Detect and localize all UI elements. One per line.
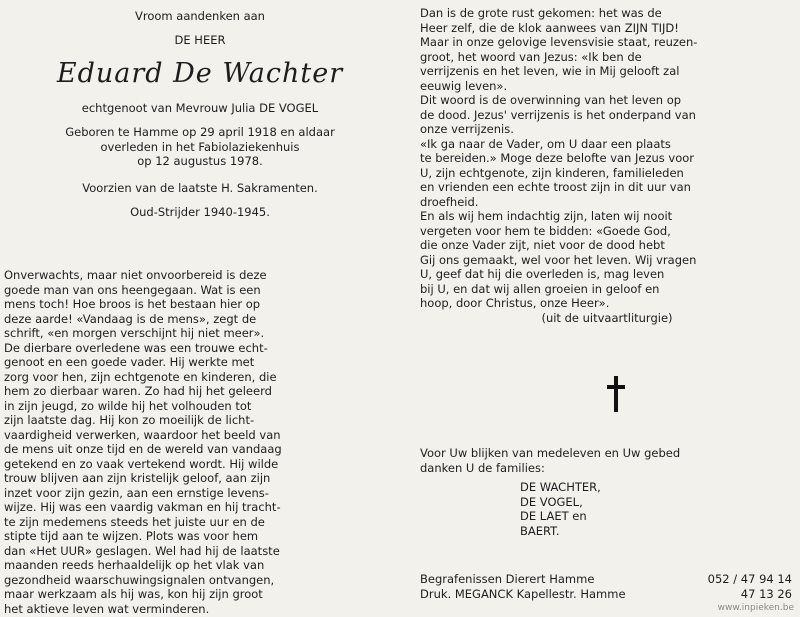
- text-line: U, zijn echtgenote, zijn kinderen, familieleden: [420, 165, 684, 180]
- text-line: en vrienden een echte troost zijn in dit uur van: [420, 180, 691, 194]
- text-line: die onze Vader zijt, niet voor de dood hebt: [420, 238, 665, 252]
- text-line: zorg voor hen, zijn echtgenote en kinderen, die: [4, 369, 277, 384]
- text-line: te bereiden.» Moge deze belofte van Jezus voor: [420, 151, 695, 165]
- left-column: [4, 6, 396, 219]
- sacraments-line: Voorzien van de laatste H. Sakramenten.: [82, 180, 318, 195]
- text-line: groot, het woord van Jezus: «Ik ben de: [420, 49, 642, 64]
- left-body-text: [4, 268, 392, 616]
- text-line: gezondheid waarschuwingsignalen ontvangen,: [4, 572, 275, 587]
- footer: [420, 572, 792, 602]
- text-line: U, geef dat hij die overleden is, mag leven: [420, 267, 665, 281]
- family-name: BAERT.: [520, 523, 560, 538]
- source-attribution: (uit de uitvaartliturgie): [541, 310, 673, 325]
- text-line: vaardigheid verwerken, waardoor het beeld van: [4, 427, 281, 442]
- text-line: het aktieve leven wat verminderen.: [4, 601, 210, 616]
- text-line: maanden reeds herhaaldelijk op het vlak van: [4, 558, 265, 572]
- text-line: Gij ons gemaakt, wel voor het leven. Wij vragen: [420, 252, 697, 267]
- text-line: getekend en zo vaak vertekend wordt. Hij wilde: [4, 456, 279, 471]
- family-name: DE LAET en: [520, 509, 587, 523]
- text-line: trouw blijven aan zijn kristelijk geloof, aan zijn: [4, 471, 271, 485]
- thanks-block: [420, 446, 794, 475]
- thanks-line: danken U de families:: [420, 460, 545, 475]
- text-line: Onverwachts, maar niet onvoorbereid is deze: [4, 268, 267, 282]
- text-line: schrift, «en morgen verschijnt hij niet meer».: [4, 326, 265, 340]
- text-line: hoop, door Christus, onze Heer».: [420, 296, 610, 310]
- text-line: dan «Het UUR» geslagen. Wel had hij de laatste: [4, 543, 280, 558]
- text-line: inzet voor zijn gezin, aan een ernstige levens-: [4, 485, 269, 500]
- text-line: Heer zelf, die de klok aanwees van ZIJN TIJD!: [420, 20, 679, 35]
- text-line: Dit woord is de overwinning van het leven op: [420, 93, 682, 107]
- latin-cross-icon: [605, 376, 627, 412]
- text-line: zijn laatste dag. Hij kon zo moeilijk de licht-: [4, 413, 255, 427]
- text-line: de dood. Jezus' verrijzenis is het onderpand van: [420, 107, 696, 122]
- printer-row: [420, 587, 792, 602]
- text-line: maar werkzaam als hij was, kon hij zijn groot: [4, 587, 263, 601]
- text-line: bij U, en dat wij allen groeien in geloof en: [420, 281, 660, 296]
- text-line: in zijn jeugd, zo wilde hij het volhouden tot: [4, 398, 252, 413]
- text-line: «Ik ga naar de Vader, om U daar een plaats: [420, 136, 671, 151]
- text-line: En als wij hem indachtig zijn, laten wij nooit: [420, 209, 673, 223]
- right-body-text: [420, 6, 794, 325]
- text-line: deze aarde! «Vandaag is de mens», zegt de: [4, 311, 257, 326]
- text-line: te zijn medemens steeds het juiste uur en de: [4, 514, 265, 529]
- text-line: De dierbare overledene was een trouwe echt-: [4, 340, 268, 355]
- funeral-home-label: Begrafenissen Dierert Hamme: [420, 572, 595, 586]
- deceased-name: Eduard De Wachter: [56, 58, 344, 89]
- birth-death-block: [4, 125, 396, 169]
- text-line: onze verrijzenis.: [420, 122, 514, 136]
- death-date-line: op 12 augustus 1978.: [137, 154, 263, 168]
- printer-label: Druk. MEGANCK Kapellestr. Hamme: [420, 587, 626, 601]
- text-line: verrijzenis en het leven, wie in Mij gelooft zal: [420, 64, 680, 78]
- funeral-home-row: [420, 572, 792, 587]
- text-line: mens toch! Hoe broos is het bestaan hier op: [4, 297, 261, 311]
- dedication-line: Vroom aandenken aan: [135, 9, 265, 23]
- birth-line: Geboren te Hamme op 29 april 1918 en aldaar: [65, 125, 335, 139]
- text-line: hem zo dierbaar waren. Zo had hij het geleerd: [4, 384, 272, 398]
- text-line: goede man van ons heengegaan. Wat is een: [4, 282, 261, 297]
- death-place-line: overleden in het Fabiolaziekenhuis: [100, 139, 300, 154]
- text-line: stipte tijd aan te wijzen. Plots was voor hem: [4, 529, 259, 543]
- thanks-line: Voor Uw blijken van medeleven en Uw gebed: [420, 446, 681, 460]
- text-line: droefheid.: [420, 194, 479, 209]
- text-line: wijze. Hij was een vaardig vakman en hij tracht-: [4, 500, 281, 514]
- veteran-line: Oud-Strijder 1940-1945.: [130, 204, 270, 219]
- funeral-home-phone: 052 / 47 94 14: [707, 572, 792, 586]
- families-list: [520, 480, 601, 538]
- text-line: genoot en een goede vader. Hij werkte met: [4, 355, 255, 369]
- text-line: Maar in onze gelovige levensvisie staat, reuzen-: [420, 35, 698, 49]
- text-line: de mens uit onze tijd en de wereld van vandaag: [4, 442, 282, 456]
- family-name: DE VOGEL,: [520, 494, 583, 509]
- title-line: DE HEER: [174, 33, 226, 47]
- text-line: eeuwig leven».: [420, 78, 508, 93]
- printer-phone: 47 13 26: [740, 587, 792, 601]
- spouse-line: echtgenoot van Mevrouw Julia DE VOGEL: [81, 101, 319, 115]
- site-watermark: www.inpieken.be: [717, 603, 794, 613]
- family-name: DE WACHTER,: [520, 480, 601, 494]
- text-line: vergeten voor hem te bidden: «Goede God,: [420, 223, 671, 238]
- text-line: Dan is de grote rust gekomen: het was de: [420, 6, 662, 20]
